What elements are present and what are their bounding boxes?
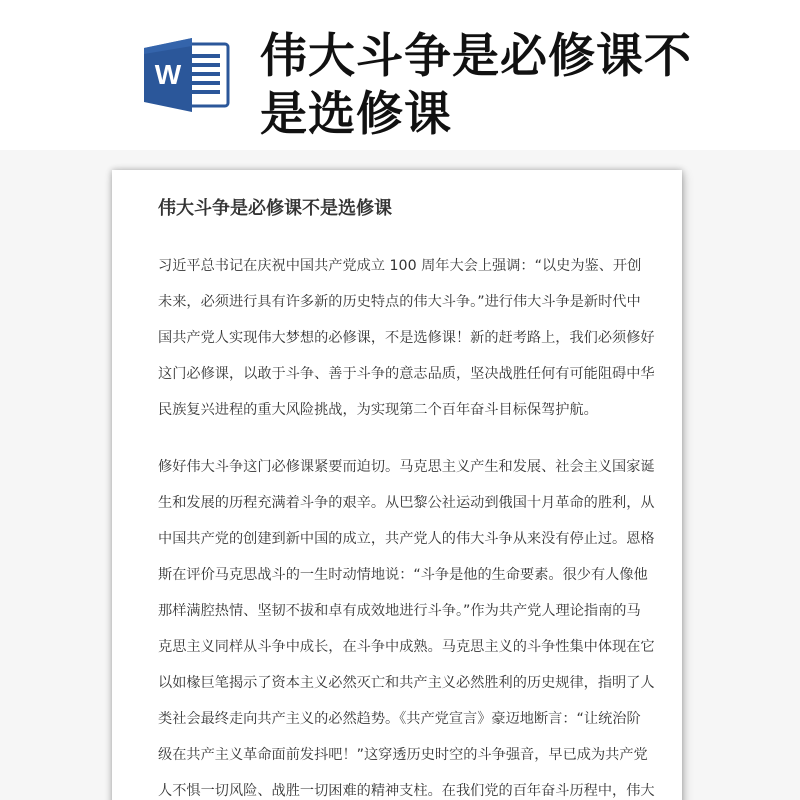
text-line: 国共产党人实现伟大梦想的必修课，不是选修课！新的赶考路上，我们必须修好 [158,330,655,346]
header [0,0,800,150]
text-line: 修好伟大斗争这门必修课紧要而迫切。马克思主义产生和发展、社会主义国家诞 [158,459,655,475]
document-page [112,170,682,800]
paragraph-1 [158,248,658,428]
text-line: 那样满腔热情、坚韧不拔和卓有成效地进行斗争。”作为共产党人理论指南的马 [158,603,641,619]
text-line: 生和发展的历程充满着斗争的艰辛。从巴黎公社运动到俄国十月革命的胜利，从 [158,495,655,511]
text-line: 以如椽巨笔揭示了资本主义必然灭亡和共产主义必然胜利的历史规律，指明了人 [158,675,655,691]
text-line: 这门必修课，以敢于斗争、善于斗争的意志品质，坚决战胜任何有可能阻碍中华 [158,366,655,382]
text-line: 斯在评价马克思战斗的一生时动情地说：“斗争是他的生命要素。很少有人像他 [158,567,648,583]
word-document-icon [142,38,230,112]
text-line: 级在共产主义革命面前发抖吧！”这穿透历史时空的斗争强音，早已成为共产党 [158,747,648,763]
text-line: 习近平总书记在庆祝中国共产党成立 100 周年大会上强调：“以史为鉴、开创 [158,258,642,274]
document-title: 伟大斗争是必修课不是选修课 [158,198,392,219]
word-icon-letter: W [154,59,182,90]
text-line: 克思主义同样从斗争中成长，在斗争中成熟。马克思主义的斗争性集中体现在它 [158,639,655,655]
text-line: 类社会最终走向共产主义的必然趋势。《共产党宣言》豪迈地断言：“让统治阶 [158,711,641,727]
text-line: 未来，必须进行具有许多新的历史特点的伟大斗争。”进行伟大斗争是新时代中 [158,294,641,310]
paragraph-2 [158,449,658,800]
header-title: 伟大斗争是必修课不是选修课 [260,29,692,142]
text-line: 民族复兴进程的重大风险挑战，为实现第二个百年奋斗目标保驾护航。 [158,402,598,418]
text-line: 中国共产党的创建到新中国的成立，共产党人的伟大斗争从来没有停止过。恩格 [158,531,655,547]
text-line: 人不惧一切风险、战胜一切困难的精神支柱。在我们党的百年奋斗历程中，伟大 [158,783,655,799]
